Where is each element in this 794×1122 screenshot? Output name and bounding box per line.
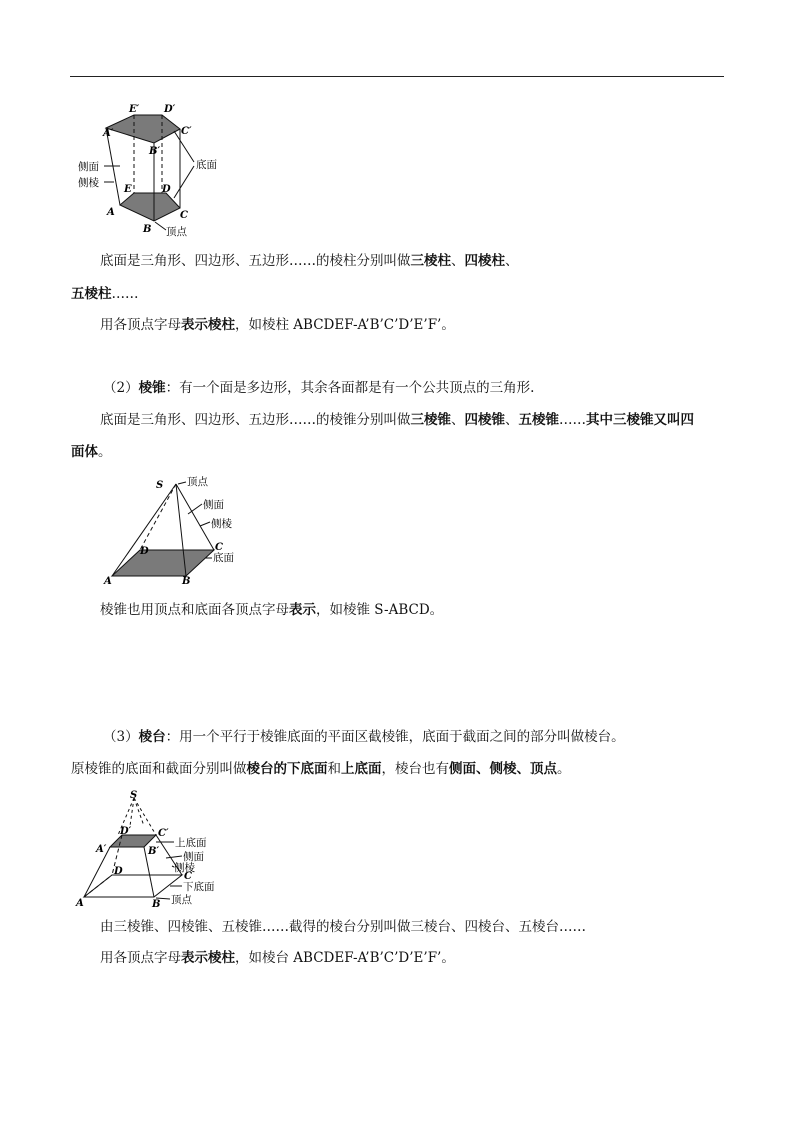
bold-term: 三棱锥 bbox=[410, 412, 451, 428]
frustum-figure bbox=[74, 786, 234, 908]
prism-label-e: E bbox=[124, 184, 132, 195]
prism-label-c: C bbox=[180, 210, 188, 221]
pyramid-paragraph-3 bbox=[100, 600, 443, 620]
frustum-cone-line bbox=[134, 798, 156, 835]
frustum-callout-top-base: 上底面 bbox=[175, 837, 207, 849]
prism-figure bbox=[70, 98, 240, 243]
text-run: 。 bbox=[98, 444, 112, 460]
text-run: 底面是三角形、四边形、五边形……的棱锥分别叫做 bbox=[100, 412, 411, 428]
prism-callout-base: 底面 bbox=[196, 159, 217, 171]
frustum-callout-vertex: 顶点 bbox=[171, 894, 192, 906]
prism-paragraph-1 bbox=[100, 251, 519, 271]
text-run: 用各顶点字母 bbox=[100, 317, 181, 333]
pyramid-callout-lateral-edge: 侧棱 bbox=[211, 518, 232, 530]
frustum-paragraph-2 bbox=[71, 759, 571, 779]
bold-term: 五棱柱 bbox=[71, 286, 112, 302]
text-run: 、 bbox=[451, 412, 465, 428]
frustum-bottom-base bbox=[84, 875, 182, 897]
frustum-label-a: A bbox=[76, 898, 84, 909]
prism-paragraph-2 bbox=[100, 315, 455, 335]
bold-term: 上底面 bbox=[341, 761, 382, 777]
prism-bottom-face bbox=[120, 193, 180, 221]
bold-term: 表示棱柱 bbox=[181, 317, 235, 333]
text-run: ，如棱锥 S-ABCD。 bbox=[316, 602, 444, 618]
bold-term: 表示 bbox=[289, 602, 316, 618]
pyramid-label-s: S bbox=[156, 480, 164, 491]
prism-label-d: D bbox=[162, 184, 171, 195]
text-run: ：有一个面是多边形，其余各面都是有一个公共顶点的三角形. bbox=[165, 380, 535, 396]
frustum-label-c1: C′ bbox=[158, 828, 169, 839]
pyramid-label-a: A bbox=[104, 576, 112, 587]
frustum-cone-line bbox=[130, 798, 134, 826]
prism-callout-line bbox=[155, 222, 166, 230]
frustum-callout-line bbox=[166, 856, 182, 858]
text-run: 用各顶点字母 bbox=[100, 950, 181, 966]
prism-callout-vertex: 顶点 bbox=[166, 226, 187, 238]
prism-paragraph-1-cont bbox=[71, 284, 139, 304]
bold-term: 四棱锥 bbox=[464, 412, 505, 428]
pyramid-paragraph-2 bbox=[100, 410, 694, 430]
prism-label-b: B bbox=[143, 224, 152, 235]
prism-label-d1: D′ bbox=[164, 104, 176, 115]
frustum-cone-line bbox=[134, 798, 144, 826]
frustum-callout-side-face: 侧面 bbox=[183, 851, 204, 863]
text-run: 、 bbox=[505, 412, 519, 428]
bold-term: 四棱柱 bbox=[464, 253, 505, 269]
text-run: 。 bbox=[557, 761, 571, 777]
text-run: 、 bbox=[451, 253, 465, 269]
frustum-paragraph-3 bbox=[100, 917, 586, 937]
bold-term: 表示棱柱 bbox=[181, 950, 235, 966]
prism-callout-side-face: 侧面 bbox=[78, 161, 99, 173]
frustum-label-b: B bbox=[152, 899, 161, 910]
frustum-label-d: D bbox=[114, 866, 123, 877]
text-run: 由三棱锥、四棱锥、五棱锥……截得的棱台分别叫做三棱台、四棱台、五棱台…… bbox=[100, 919, 586, 935]
prism-callout-lateral-edge: 侧棱 bbox=[78, 177, 99, 189]
bold-term: 侧面、侧棱、顶点 bbox=[449, 761, 557, 777]
frustum-label-b1: B′ bbox=[148, 846, 160, 857]
header-rule bbox=[70, 76, 724, 77]
pyramid-hidden-edge bbox=[140, 484, 176, 550]
bold-term: 棱台的下底面 bbox=[246, 761, 328, 777]
prism-label-a: A bbox=[107, 207, 115, 218]
text-run: …… bbox=[559, 412, 586, 428]
pyramid-callout-base: 底面 bbox=[213, 552, 234, 564]
text-run: （3） bbox=[103, 729, 139, 745]
frustum-callout-lateral-edge: 侧棱 bbox=[174, 862, 195, 874]
text-run: 和 bbox=[327, 761, 341, 777]
pyramid-label-b: B bbox=[182, 576, 191, 587]
prism-label-b1: B′ bbox=[149, 146, 161, 157]
bold-term: 棱台 bbox=[138, 729, 166, 745]
bold-term: 三棱柱 bbox=[410, 253, 451, 269]
pyramid-callout-line bbox=[200, 522, 210, 526]
bold-term: 五棱锥 bbox=[518, 412, 559, 428]
text-run: （2） bbox=[103, 380, 139, 396]
pyramid-callout-vertex: 顶点 bbox=[187, 476, 208, 488]
pyramid-label-d: D bbox=[140, 546, 149, 557]
prism-label-a1: A′ bbox=[103, 128, 114, 139]
pyramid-figure bbox=[100, 472, 250, 587]
prism-callout-line bbox=[174, 166, 194, 198]
pyramid-paragraph-2-cont bbox=[71, 442, 112, 462]
frustum-paragraph-4 bbox=[100, 948, 455, 968]
prism-label-e1: E′ bbox=[129, 104, 140, 115]
pyramid-callout-line bbox=[178, 482, 186, 484]
text-run: 原棱锥的底面和截面分别叫做 bbox=[71, 761, 247, 777]
prism-top-face bbox=[106, 115, 180, 143]
text-run: 、 bbox=[505, 253, 519, 269]
bold-term: 面体 bbox=[71, 444, 98, 460]
frustum-label-s: S bbox=[130, 790, 138, 801]
bold-term: 其中三棱锥又叫四 bbox=[586, 412, 694, 428]
pyramid-paragraph-1 bbox=[103, 378, 534, 398]
frustum-label-c: C bbox=[184, 871, 192, 882]
frustum-paragraph-1 bbox=[103, 727, 625, 747]
text-run: 底面是三角形、四边形、五边形……的棱柱分别叫做 bbox=[100, 253, 411, 269]
text-run: ，如棱柱 ABCDEF-A’B’C’D’E’F’。 bbox=[235, 317, 455, 333]
pyramid-label-c: C bbox=[215, 542, 223, 553]
frustum-callout-bottom-base: 下底面 bbox=[183, 881, 215, 893]
text-run: ：用一个平行于棱锥底面的平面区截棱锥，底面于截面之间的部分叫做棱台。 bbox=[165, 729, 625, 745]
text-run: …… bbox=[111, 286, 139, 302]
text-run: ，棱台也有 bbox=[381, 761, 449, 777]
frustum-label-a1: A′ bbox=[96, 844, 107, 855]
prism-label-c1: C′ bbox=[181, 126, 192, 137]
text-run: 棱锥也用顶点和底面各顶点字母 bbox=[100, 602, 289, 618]
pyramid-callout-side-face: 侧面 bbox=[203, 499, 224, 511]
bold-term: 棱锥 bbox=[138, 380, 166, 396]
text-run: ，如棱台 ABCDEF-A’B’C’D’E’F’。 bbox=[235, 950, 455, 966]
frustum-label-d1: D′ bbox=[120, 826, 132, 837]
